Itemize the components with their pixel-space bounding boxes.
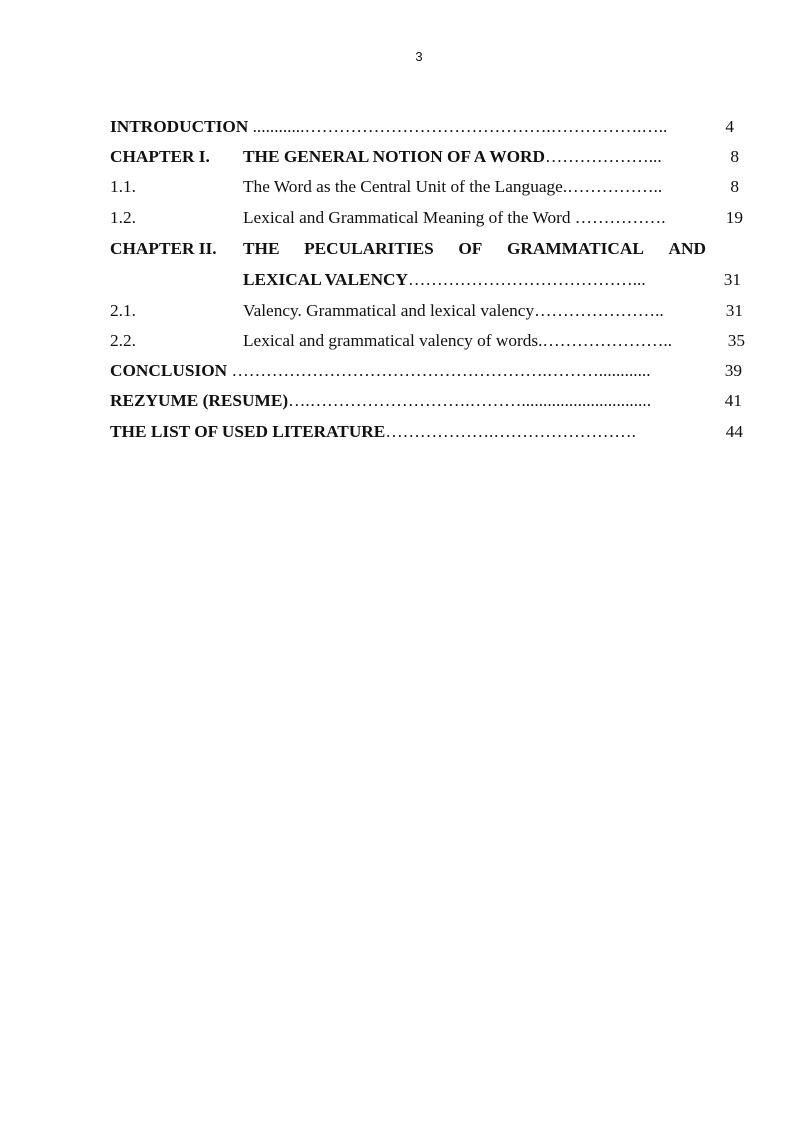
toc-leader-dots: …………………………………... [408,270,646,290]
toc-entry-literature[interactable] [110,417,744,447]
table-of-contents [110,112,744,447]
toc-page-number: 39 [724,361,742,381]
toc-section-number: 2.1. [110,300,136,320]
toc-title-word: OF [458,238,483,258]
toc-page-number: 19 [725,207,743,227]
toc-page-number: 31 [723,270,741,290]
toc-leader-dots: ………………... [545,147,662,167]
toc-page-number: 8 [730,177,739,197]
toc-entry-rezyume[interactable] [110,386,744,416]
toc-title: REZYUME (RESUME) [110,391,289,411]
toc-title: LEXICAL VALENCY [243,270,409,290]
toc-entry-chapter-1[interactable] [110,142,744,172]
toc-title: INTRODUCTION [110,117,249,136]
toc-entry-section-2-1[interactable] [110,296,744,326]
toc-page-number: 41 [724,391,742,411]
toc-title-word: AND [668,238,706,258]
toc-title: The Word as the Central Unit of the Language [243,177,563,197]
toc-title-word: PECULARITIES [304,238,434,258]
toc-leader-dots: ............…………………………………….…………….….. [248,117,668,136]
toc-entry-chapter-2-continued[interactable] [110,264,744,296]
toc-title: Lexical and grammatical valency of words [243,330,539,350]
toc-chapter-number: CHAPTER I. [110,147,210,167]
toc-page-number: 44 [725,421,743,441]
toc-entry-introduction[interactable] [110,112,744,142]
toc-section-number: 2.2. [110,330,136,350]
toc-title: THE LIST OF USED LITERATURE [110,421,386,441]
page-number: 3 [415,49,423,64]
toc-leader-dots: .…………….. [562,177,663,197]
toc-leader-dots: ….……………………….……….............................. [288,391,652,411]
toc-title: Lexical and Grammatical Meaning of the Word [243,207,571,227]
toc-page-number: 35 [727,330,745,350]
toc-title: CONCLUSION [110,361,228,381]
toc-section-number: 1.1. [110,177,136,197]
toc-leader-dots: ……………………………………………….………............ [227,361,651,381]
toc-chapter-number: CHAPTER II. [110,238,217,258]
toc-page-number: 31 [725,300,743,320]
toc-leader-dots: ……………. [570,207,666,227]
toc-section-number: 1.2. [110,207,136,227]
toc-leader-dots: ……………….……………………. [385,421,636,441]
toc-title-word: GRAMMATICAL [506,238,644,258]
toc-leader-dots: ………………….. [534,300,664,320]
toc-leader-dots: .………………….. [538,330,673,350]
toc-title-justified [243,233,706,265]
toc-title: THE GENERAL NOTION OF A WORD [243,147,545,167]
toc-page-number: 8 [730,147,739,167]
toc-entry-section-1-2[interactable] [110,203,744,233]
toc-entry-section-1-1[interactable] [110,172,744,202]
toc-title: Valency. Grammatical and lexical valency [243,300,535,320]
toc-entry-section-2-2[interactable] [110,326,744,356]
toc-entry-chapter-2[interactable] [110,233,744,265]
toc-page-number: 4 [725,117,734,136]
toc-title-word: THE [243,238,280,258]
toc-entry-conclusion[interactable] [110,356,744,386]
